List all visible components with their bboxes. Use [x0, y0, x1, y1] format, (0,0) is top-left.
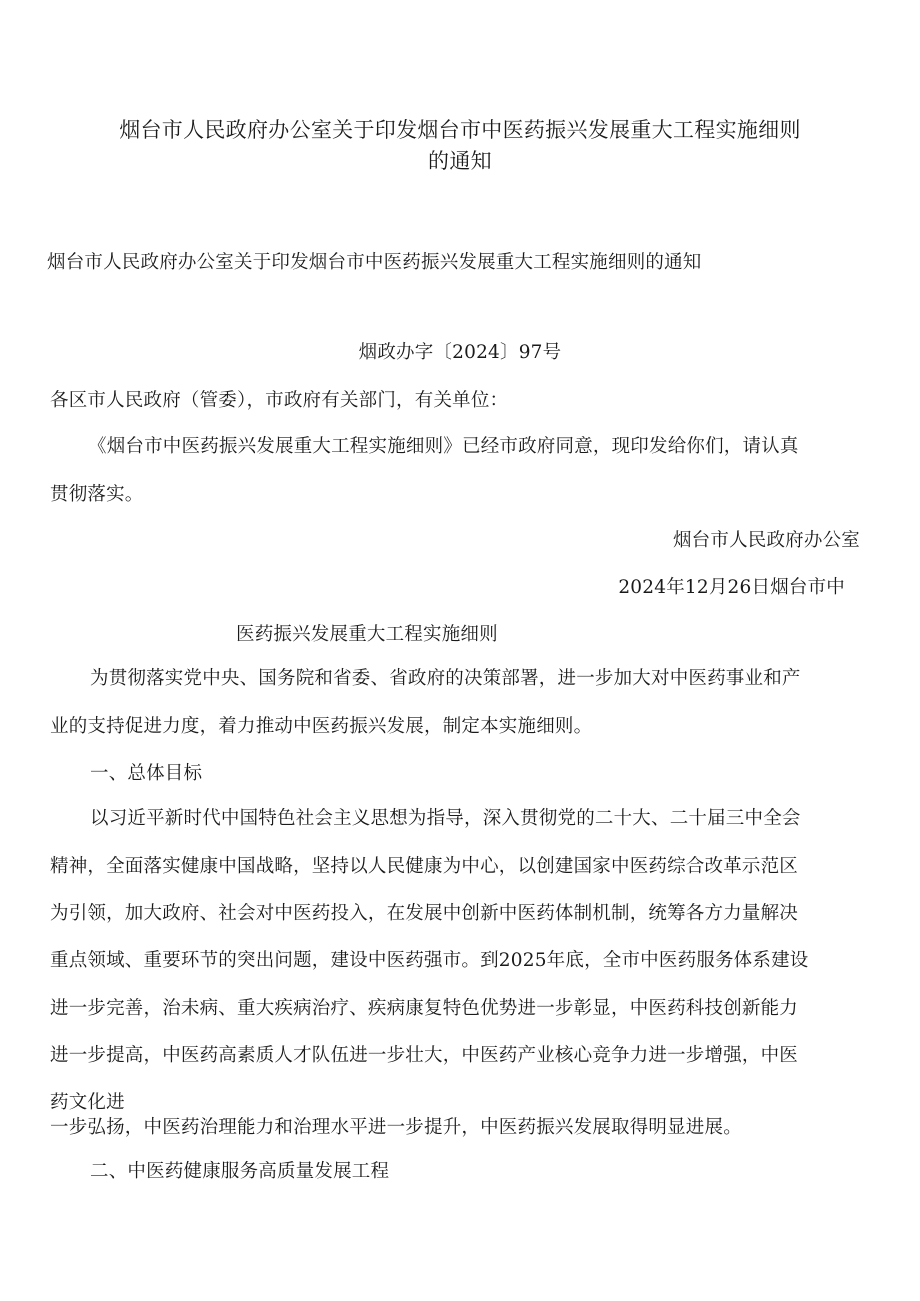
section1-body-line: 重点领域、重要环节的突出问题，建设中医药强市。到2025年底，全市中医药服务体系建设: [50, 950, 809, 971]
section1-heading: 一、总体目标: [90, 763, 203, 784]
rules-title: 医药振兴发展重大工程实施细则: [236, 624, 498, 645]
intro-line: 业的支持促进力度，着力推动中医药振兴发展，制定本实施细则。: [50, 716, 593, 737]
section1-body-line: 一步弘扬，中医药治理能力和治理水平进一步提升，中医药振兴发展取得明显进展。: [50, 1117, 742, 1138]
intro-line: 为贯彻落实党中央、国务院和省委、省政府的决策部署，进一步加大对中医药事业和产: [90, 668, 801, 689]
document-subtitle: 烟台市人民政府办公室关于印发烟台市中医药振兴发展重大工程实施细则的通知: [47, 252, 702, 273]
notice-body-line: 贯彻落实。: [50, 484, 144, 505]
document-number: 烟政办字〔2024〕97号: [358, 342, 562, 363]
section1-body-line: 为引领，加大政府、社会对中医药投入，在发展中创新中医药体制机制，统筹各方力量解决: [50, 903, 799, 924]
document-title-line1: 烟台市人民政府办公室关于印发烟台市中医药振兴发展重大工程实施细则: [119, 118, 801, 142]
section1-body-line: 精神，全面落实健康中国战略，坚持以人民健康为中心，以创建国家中医药综合改革示范区: [50, 856, 799, 877]
section1-body-line: 药文化进: [50, 1092, 125, 1113]
issuer: 烟台市人民政府办公室: [672, 530, 860, 551]
section1-body-line: 进一步提高，中医药高素质人才队伍进一步壮大，中医药产业核心竞争力进一步增强，中医: [50, 1045, 799, 1066]
date-line: 2024年12月26日烟台市中: [618, 577, 845, 598]
notice-body-line: 《烟台市中医药振兴发展重大工程实施细则》已经市政府同意，现印发给你们，请认真: [88, 436, 799, 457]
addressees: 各区市人民政府（管委），市政府有关部门，有关单位：: [50, 390, 509, 411]
document-title-line2: 的通知: [428, 149, 492, 173]
section1-body-line: 进一步完善，治未病、重大疾病治疗、疾病康复特色优势进一步彰显，中医药科技创新能力: [50, 998, 799, 1019]
section1-body-line: 以习近平新时代中国特色社会主义思想为指导，深入贯彻党的二十大、二十届三中全会: [90, 808, 801, 829]
section2-heading: 二、中医药健康服务高质量发展工程: [90, 1161, 390, 1182]
